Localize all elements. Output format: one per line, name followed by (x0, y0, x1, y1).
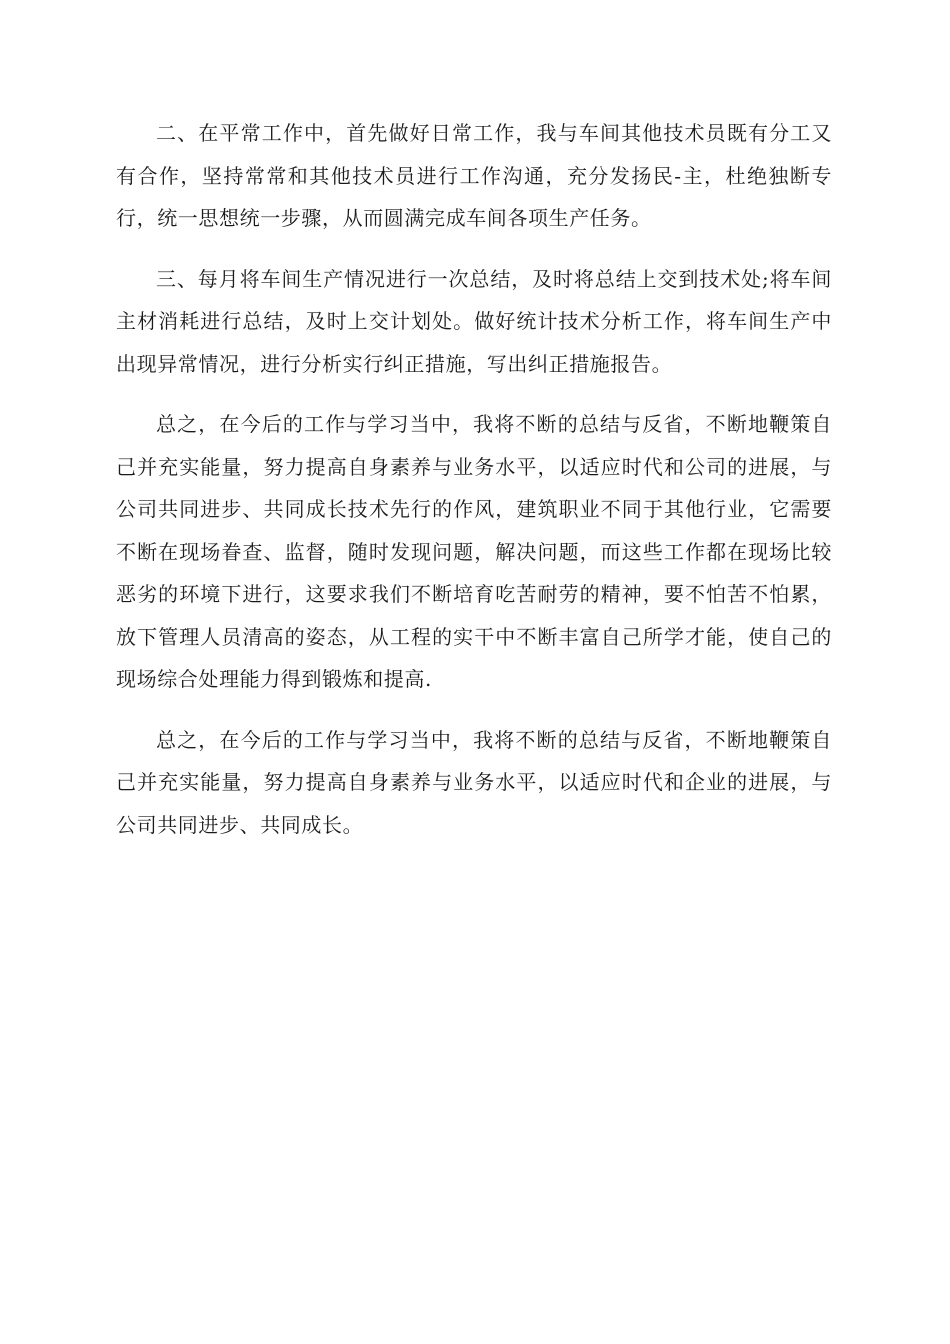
document-page (116, 112, 832, 864)
paragraph-work-routine: 二、在平常工作中，首先做好日常工作，我与车间其他技术员既有分工又有合作，坚持常常和其他技术员进行工作沟通，充分发扬民-主，杜绝独断专行，统一思想统一步骤，从而圆满完成车间各项生产任务。 (116, 121, 832, 230)
paragraph-monthly-summary: 三、每月将车间生产情况进行一次总结，及时将总结上交到技术处;将车间主材消耗进行总结，及时上交计划处。做好统计技术分析工作，将车间生产中出现异常情况，进行分析实行纠正措施，写出纠正措施报告。 (116, 266, 832, 376)
paragraph-conclusion-long: 总之，在今后的工作与学习当中，我将不断的总结与反省，不断地鞭策自己并充实能量，努力提高自身素养与业务水平，以适应时代和公司的进展，与公司共同进步、共同成长技术先行的作风，建筑职业不同于其他行业，它需要不断在现场眷查、监督，随时发现问题，解决问题，而这些工作都在现场比较恶劣的环境下进行，这要求我们不断培育吃苦耐劳的精神，要不怕苦不怕累，放下管理人员清高的姿态，从工程的实干中不断丰富自己所学才能，使自己的现场综合处理能力得到锻炼和提高. (116, 412, 832, 691)
paragraph-conclusion-short: 总之，在今后的工作与学习当中，我将不断的总结与反省，不断地鞭策自己并充实能量，努力提高自身素养与业务水平，以适应时代和企业的进展，与公司共同进步、共同成长。 (116, 727, 832, 837)
